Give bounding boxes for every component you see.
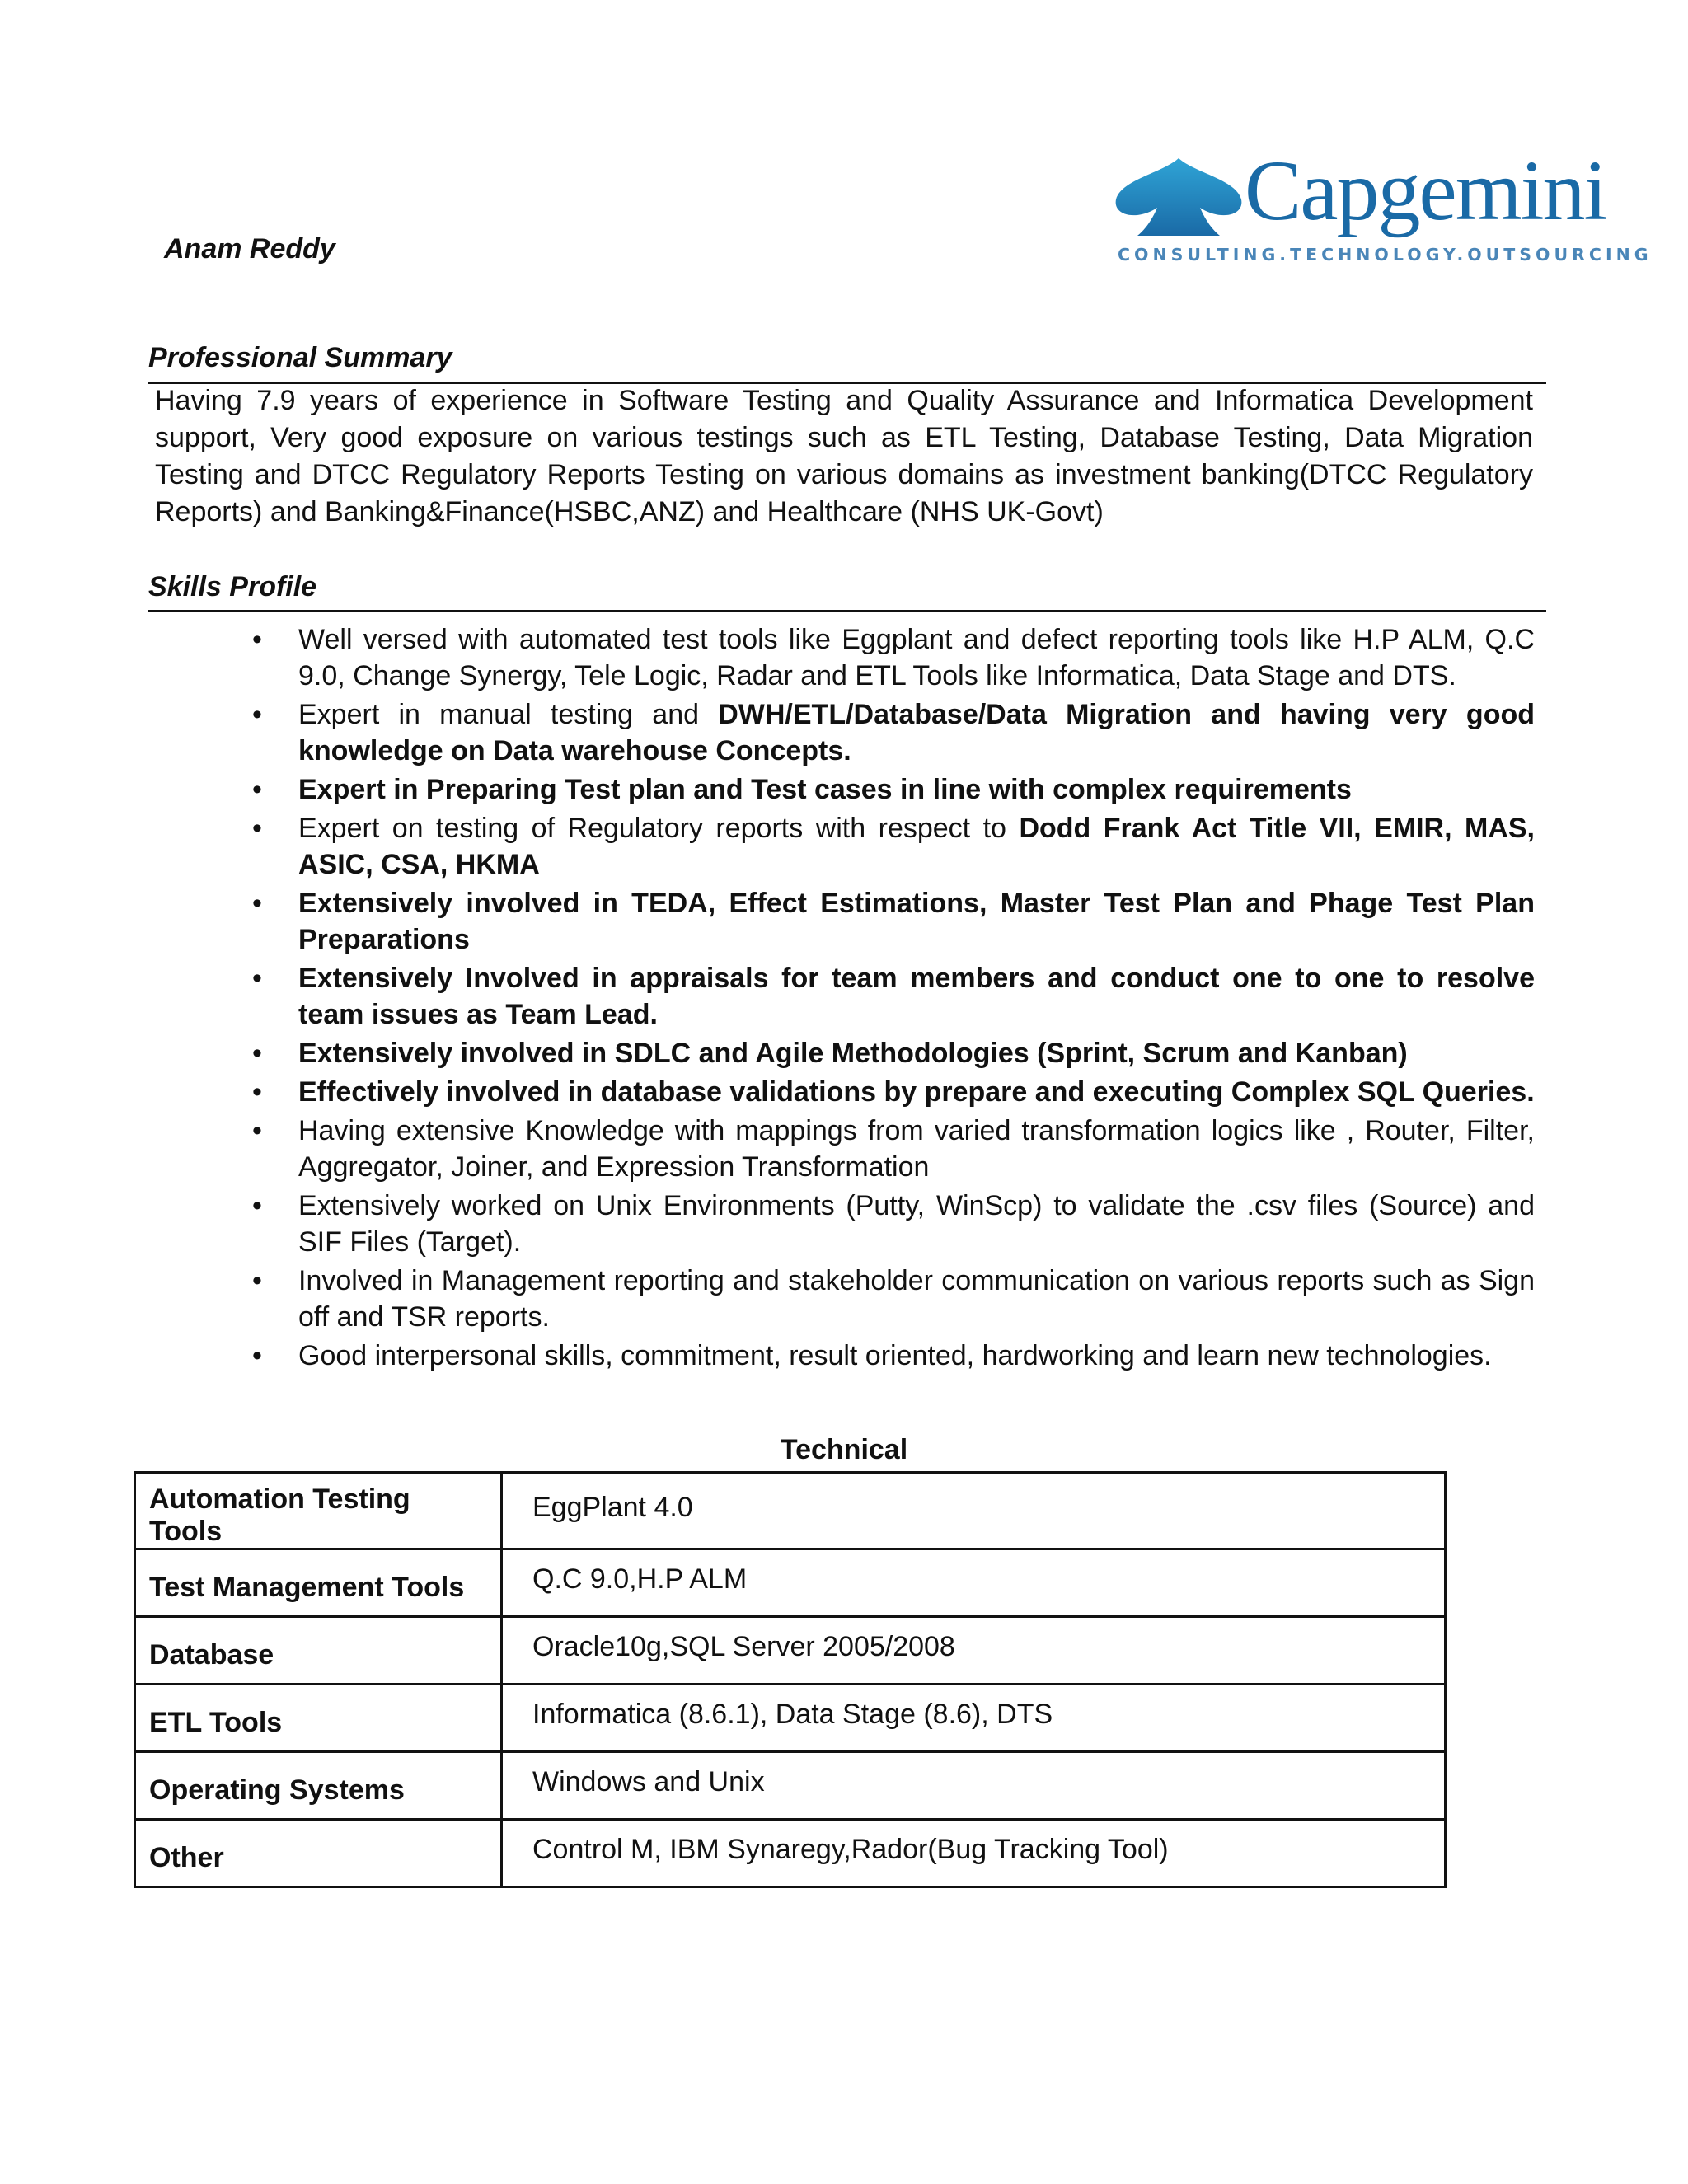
- list-item: • Involved in Management reporting and stakeholder communication on various reports such as Sign off and TSR reports.: [298, 1263, 1535, 1335]
- list-item: • Effectively involved in database validations by prepare and executing Complex SQL Queries.: [298, 1074, 1535, 1110]
- spade-logo-icon: [1113, 157, 1245, 239]
- skills-divider: [148, 610, 1546, 612]
- candidate-name: Anam Reddy: [164, 233, 335, 265]
- table-value: Q.C 9.0,H.P ALM: [502, 1549, 1446, 1617]
- table-value: Oracle10g,SQL Server 2005/2008: [502, 1617, 1446, 1685]
- table-value: EggPlant 4.0: [502, 1473, 1446, 1549]
- table-key: Automation Testing Tools: [135, 1473, 502, 1549]
- capgemini-logo: [1113, 143, 1653, 272]
- logo-tagline: CONSULTING.TECHNOLOGY.OUTSOURCING: [1118, 245, 1653, 265]
- table-row: [135, 1752, 1446, 1820]
- list-item: • Extensively Involved in appraisals for team members and conduct one to one to resolve team issues as Team Lead.: [298, 960, 1535, 1033]
- technical-table: [134, 1471, 1447, 1888]
- table-value: Informatica (8.6.1), Data Stage (8.6), DTS: [502, 1685, 1446, 1752]
- table-key: Operating Systems: [135, 1752, 502, 1820]
- list-item: • Extensively involved in TEDA, Effect Estimations, Master Test Plan and Phage Test Plan Preparations: [298, 885, 1535, 958]
- list-item: • Expert on testing of Regulatory reports with respect to Dodd Frank Act Title VII, EMIR, MAS, ASIC, CSA, HKMA: [298, 810, 1535, 883]
- technical-title: Technical: [780, 1434, 908, 1465]
- list-item: • Good interpersonal skills, commitment, result oriented, hardworking and learn new technologies.: [298, 1338, 1535, 1374]
- table-row: [135, 1685, 1446, 1752]
- list-item: • Extensively worked on Unix Environments (Putty, WinScp) to validate the .csv files (Source) and SIF Files (Target).: [298, 1188, 1535, 1260]
- table-key: ETL Tools: [135, 1685, 502, 1752]
- table-row: [135, 1820, 1446, 1887]
- table-key: Test Management Tools: [135, 1549, 502, 1617]
- summary-text: Having 7.9 years of experience in Software Testing and Quality Assurance and Informatica Development support, Very good exposure on various testings such as ETL Testing, Database Testing, Data Migration Testing and DTCC Regulatory Reports Testing on various domains as investment banking(DTCC Regulatory Reports) and Banking&Finance(HSBC,ANZ) and Healthcare (NHS UK-Govt): [155, 385, 1533, 527]
- list-item: • Extensively involved in SDLC and Agile Methodologies (Sprint, Scrum and Kanban): [298, 1035, 1535, 1071]
- summary-heading: Professional Summary: [148, 342, 452, 373]
- table-row: [135, 1549, 1446, 1617]
- table-value: Control M, IBM Synaregy,Rador(Bug Tracking Tool): [502, 1820, 1446, 1887]
- list-item: • Expert in Preparing Test plan and Test cases in line with complex requirements: [298, 771, 1535, 808]
- table-row: [135, 1473, 1446, 1549]
- list-item: • Having extensive Knowledge with mappings from varied transformation logics like , Router, Filter, Aggregator, Joiner, and Expression Transformation: [298, 1113, 1535, 1185]
- table-value: Windows and Unix: [502, 1752, 1446, 1820]
- list-item: • Well versed with automated test tools like Eggplant and defect reporting tools like H.P ALM, Q.C 9.0, Change Synergy, Tele Logic, Radar and ETL Tools like Informatica, Data Stage and DTS.: [298, 621, 1535, 694]
- table-key: Other: [135, 1820, 502, 1887]
- table-row: [135, 1617, 1446, 1685]
- skills-heading: Skills Profile: [148, 571, 317, 602]
- logo-wordmark: Capgemini: [1245, 143, 1606, 238]
- list-item: • Expert in manual testing and DWH/ETL/Database/Data Migration and having very good knowledge on Data warehouse Concepts.: [298, 696, 1535, 769]
- skills-list: [298, 621, 1535, 1376]
- table-key: Database: [135, 1617, 502, 1685]
